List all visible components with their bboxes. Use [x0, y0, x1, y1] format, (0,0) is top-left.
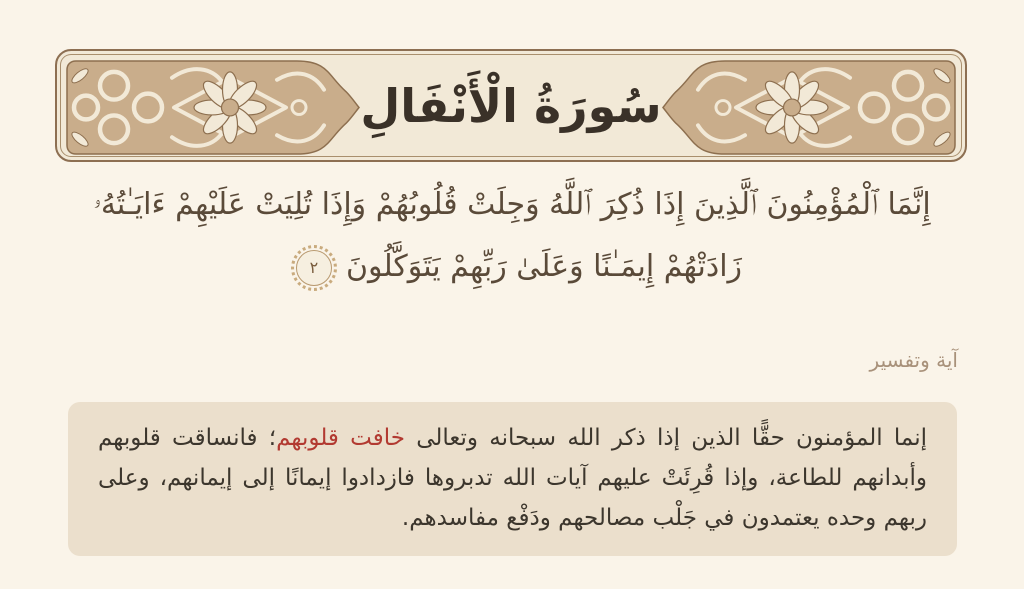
- quran-verse: [0, 174, 1024, 298]
- ayah-number: ٢: [309, 257, 319, 277]
- surah-title: سُورَةُ الْأَنْفَالِ: [360, 78, 662, 133]
- tafsir-highlight-red: خافت قلوبهم: [276, 425, 405, 451]
- arabesque-ornament-left-icon: [62, 56, 362, 159]
- surah-header-band: [55, 49, 967, 162]
- verse-line-1: إِنَّمَا ٱلْمُؤْمِنُونَ ٱلَّذِينَ إِذَا ذُكِرَ ٱللَّهُ وَجِلَتْ قُلُوبُهُمْ وَإِذَا تُلِيَتْ عَلَيْهِمْ ءَايَـٰتُهُۥ: [93, 187, 931, 222]
- arabesque-ornament-right-icon: [660, 56, 960, 159]
- tafsir-text-before: إنما المؤمنون حقًّا الذين إذا ذكر الله سبحانه وتعالى: [404, 425, 927, 451]
- ayah-end-marker-icon: [296, 250, 332, 286]
- verse-line-2: [0, 236, 1024, 298]
- tafsir-text-after: ؛ فانساقت قلوبهم وأبدانهم للطاعة، وإذا قُرِئَتْ عليهم آيات الله تدبروها فازدادوا إيمانًا إلى إيمانهم، وعلى ربهم وحده يعتمدون في جَلْب مصالحهم ودَفْع مفاسدهم.: [98, 425, 927, 531]
- flower-rosette-icon: [194, 72, 266, 143]
- verse-line-2-text: زَادَتْهُمْ إِيمَـٰنًا وَعَلَىٰ رَبِّهِمْ يَتَوَكَّلُونَ: [345, 249, 743, 284]
- tafsir-panel: [68, 402, 957, 556]
- flower-rosette-icon: [756, 72, 828, 143]
- section-label-ayah-tafsir: آية وتفسير: [869, 348, 958, 372]
